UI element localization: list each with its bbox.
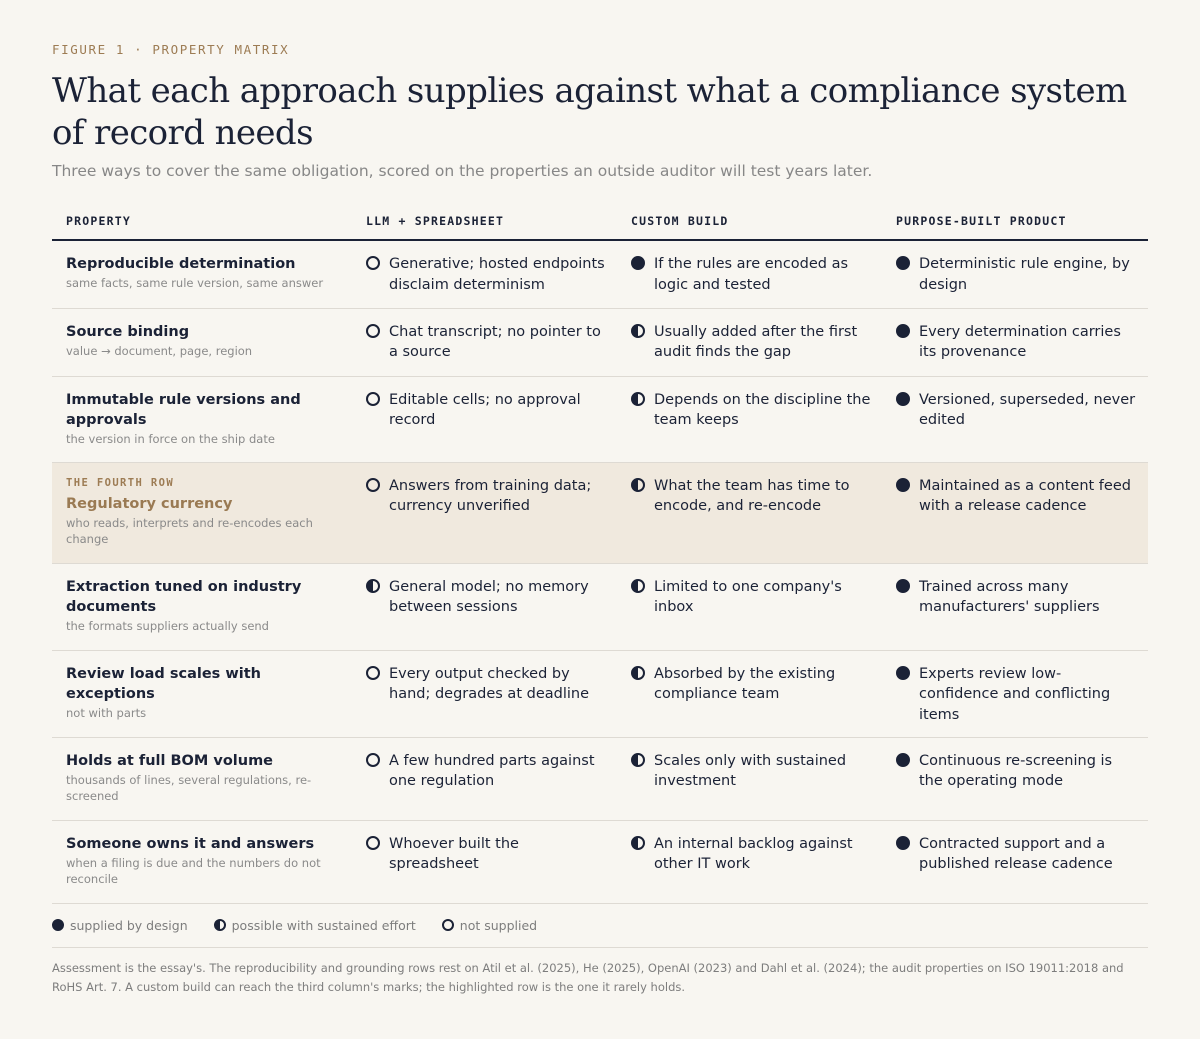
assessment xyxy=(631,834,882,875)
property-cell xyxy=(52,240,352,308)
assessment-text: Maintained as a content feed with a release cadence xyxy=(919,477,1131,514)
assessment xyxy=(366,834,617,875)
property-name: Source binding xyxy=(66,323,190,340)
column-header-property: PROPERTY xyxy=(52,204,352,240)
full-circle-icon xyxy=(631,256,645,270)
empty-circle-icon xyxy=(366,478,380,492)
assessment-text: Answers from training data; currency unverified xyxy=(389,477,592,514)
assessment-text: Usually added after the first audit finds the gap xyxy=(654,323,858,360)
assessment-text: Versioned, superseded, never edited xyxy=(919,391,1136,428)
assessment-cell-product xyxy=(882,462,1148,563)
assessment xyxy=(896,751,1148,792)
assessment-cell-llm xyxy=(352,650,617,737)
column-header-custom: CUSTOM BUILD xyxy=(617,204,882,240)
empty-circle-icon xyxy=(366,666,380,680)
property-description: the version in force on the ship date xyxy=(66,431,275,446)
empty-circle-icon xyxy=(366,753,380,767)
full-circle-icon xyxy=(896,392,910,406)
full-circle-icon xyxy=(896,753,910,767)
table-row xyxy=(52,308,1148,376)
assessment-cell-llm xyxy=(352,563,617,650)
full-circle-icon xyxy=(896,666,910,680)
assessment-text: Depends on the discipline the team keeps xyxy=(654,391,871,428)
property-cell xyxy=(52,650,352,737)
assessment-text: Every determination carries its provenance xyxy=(919,323,1121,360)
assessment-cell-llm xyxy=(352,240,617,308)
assessment-text: Editable cells; no approval record xyxy=(389,391,581,428)
column-header-llm: LLM + SPREADSHEET xyxy=(352,204,617,240)
assessment xyxy=(366,390,617,431)
table-row xyxy=(52,820,1148,903)
half-circle-icon xyxy=(631,836,645,850)
assessment-cell-custom xyxy=(617,308,882,376)
assessment-text: An internal backlog against other IT work xyxy=(654,835,853,872)
half-circle-icon xyxy=(214,919,226,931)
assessment xyxy=(366,322,617,363)
assessment-cell-llm xyxy=(352,376,617,462)
property-matrix xyxy=(52,204,1148,904)
property-description: thousands of lines, several regulations, re-screened xyxy=(66,772,312,803)
half-circle-icon xyxy=(631,579,645,593)
legend-item-full xyxy=(52,918,188,933)
table-row xyxy=(52,563,1148,650)
assessment-text: Whoever built the spreadsheet xyxy=(389,835,519,872)
property-description: not with parts xyxy=(66,705,147,720)
assessment xyxy=(631,751,882,792)
property-name: Holds at full BOM volume xyxy=(66,752,274,769)
property-cell xyxy=(52,820,352,903)
legend-item-none xyxy=(442,918,537,933)
assessment-cell-product xyxy=(882,240,1148,308)
assessment-text: Scales only with sustained investment xyxy=(654,752,847,789)
half-circle-icon xyxy=(631,753,645,767)
assessment xyxy=(631,664,882,705)
assessment-cell-product xyxy=(882,820,1148,903)
property-name: Someone owns it and answers xyxy=(66,835,315,852)
assessment-text: What the team has time to encode, and re-encode xyxy=(654,477,850,514)
half-circle-icon xyxy=(366,579,380,593)
table-row xyxy=(52,650,1148,737)
full-circle-icon xyxy=(896,579,910,593)
property-name: Immutable rule versions and approvals xyxy=(66,391,301,428)
assessment xyxy=(366,664,617,705)
property-cell xyxy=(52,462,352,563)
assessment-text: Generative; hosted endpoints disclaim determinism xyxy=(389,256,605,293)
assessment-cell-llm xyxy=(352,462,617,563)
assessment xyxy=(366,751,617,792)
property-cell xyxy=(52,376,352,462)
property-cell xyxy=(52,308,352,376)
assessment xyxy=(366,254,617,295)
assessment-text: Experts review low-confidence and conflicting items xyxy=(919,665,1111,723)
table-row xyxy=(52,240,1148,308)
assessment xyxy=(366,476,617,517)
assessment xyxy=(366,577,617,618)
assessment-cell-product xyxy=(882,737,1148,820)
assessment-text: Absorbed by the existing compliance team xyxy=(654,665,836,702)
assessment-cell-custom xyxy=(617,820,882,903)
assessment xyxy=(896,577,1148,618)
full-circle-icon xyxy=(896,256,910,270)
assessment-text: A few hundred parts against one regulation xyxy=(389,752,595,789)
property-description: when a filing is due and the numbers do not reconcile xyxy=(66,855,321,886)
property-cell xyxy=(52,737,352,820)
empty-circle-icon xyxy=(442,919,454,931)
assessment xyxy=(631,254,882,295)
property-name: Review load scales with exceptions xyxy=(66,665,261,702)
legend-item-half xyxy=(214,918,416,933)
figure-title: What each approach supplies against what a compliance system of record needs xyxy=(52,71,1127,153)
assessment-cell-llm xyxy=(352,737,617,820)
half-circle-icon xyxy=(631,666,645,680)
assessment xyxy=(631,322,882,363)
assessment xyxy=(896,254,1148,295)
assessment xyxy=(631,476,882,517)
half-circle-icon xyxy=(631,324,645,338)
assessment-cell-product xyxy=(882,650,1148,737)
assessment xyxy=(896,664,1148,726)
assessment-text: Continuous re-screening is the operating mode xyxy=(919,752,1113,789)
empty-circle-icon xyxy=(366,836,380,850)
figure-eyebrow: FIGURE 1 · PROPERTY MATRIX xyxy=(52,42,290,57)
full-circle-icon xyxy=(52,919,64,931)
matrix-header-row xyxy=(52,204,1148,240)
empty-circle-icon xyxy=(366,392,380,406)
assessment-cell-llm xyxy=(352,308,617,376)
property-cell xyxy=(52,563,352,650)
empty-circle-icon xyxy=(366,324,380,338)
assessment-cell-product xyxy=(882,563,1148,650)
assessment-cell-custom xyxy=(617,462,882,563)
assessment-cell-custom xyxy=(617,650,882,737)
column-header-product: PURPOSE-BUILT PRODUCT xyxy=(882,204,1148,240)
table-row-highlighted xyxy=(52,462,1148,563)
assessment-text: Deterministic rule engine, by design xyxy=(919,256,1130,293)
full-circle-icon xyxy=(896,324,910,338)
property-name: Reproducible determination xyxy=(66,256,296,272)
table-row xyxy=(52,376,1148,462)
half-circle-icon xyxy=(631,392,645,406)
legend-label-none: not supplied xyxy=(459,917,538,933)
property-description: same facts, same rule version, same answer xyxy=(66,276,324,290)
property-description: who reads, interprets and re-encodes each change xyxy=(66,515,313,546)
legend-label-full: supplied by design xyxy=(70,917,188,933)
assessment-cell-custom xyxy=(617,563,882,650)
assessment-text: If the rules are encoded as logic and tested xyxy=(654,256,849,293)
property-description: the formats suppliers actually send xyxy=(66,618,269,633)
assessment xyxy=(631,390,882,431)
assessment-cell-custom xyxy=(617,737,882,820)
assessment xyxy=(896,476,1148,517)
full-circle-icon xyxy=(896,836,910,850)
property-description: value → document, page, region xyxy=(66,343,253,358)
assessment-text: Contracted support and a published release cadence xyxy=(919,835,1113,872)
assessment-text: Trained across many manufacturers' suppliers xyxy=(919,578,1100,615)
assessment-cell-custom xyxy=(617,376,882,462)
full-circle-icon xyxy=(896,478,910,492)
assessment-text: Every output checked by hand; degrades at deadline xyxy=(389,665,589,702)
footnote: Assessment is the essay's. The reproducibility and grounding rows rest on Atil et al. (2025), He (2025), OpenAI (2023) and Dahl et al. (2024); the audit properties on ISO 19011:2018 and RoHS Art. 7. A custom build can reach the third column's marks; the highlighted row is the one it rarely holds. xyxy=(52,960,1124,994)
assessment-cell-product xyxy=(882,376,1148,462)
assessment-text: General model; no memory between sessions xyxy=(389,578,589,615)
table-row xyxy=(52,737,1148,820)
assessment xyxy=(896,322,1148,363)
legend xyxy=(52,904,1148,948)
assessment-text: Limited to one company's inbox xyxy=(654,578,842,615)
legend-label-half: possible with sustained effort xyxy=(231,917,416,933)
property-name: Regulatory currency xyxy=(66,495,233,512)
half-circle-icon xyxy=(631,478,645,492)
assessment-cell-llm xyxy=(352,820,617,903)
assessment-cell-product xyxy=(882,308,1148,376)
assessment-cell-custom xyxy=(617,240,882,308)
assessment xyxy=(896,390,1148,431)
figure-subtitle: Three ways to cover the same obligation, scored on the properties an outside auditor will test years later. xyxy=(52,162,873,180)
property-name: Extraction tuned on industry documents xyxy=(66,578,302,615)
row-kicker: THE FOURTH ROW xyxy=(66,476,175,489)
assessment xyxy=(631,577,882,618)
empty-circle-icon xyxy=(366,256,380,270)
assessment xyxy=(896,834,1148,875)
matrix-body xyxy=(52,240,1148,903)
assessment-text: Chat transcript; no pointer to a source xyxy=(389,323,601,360)
